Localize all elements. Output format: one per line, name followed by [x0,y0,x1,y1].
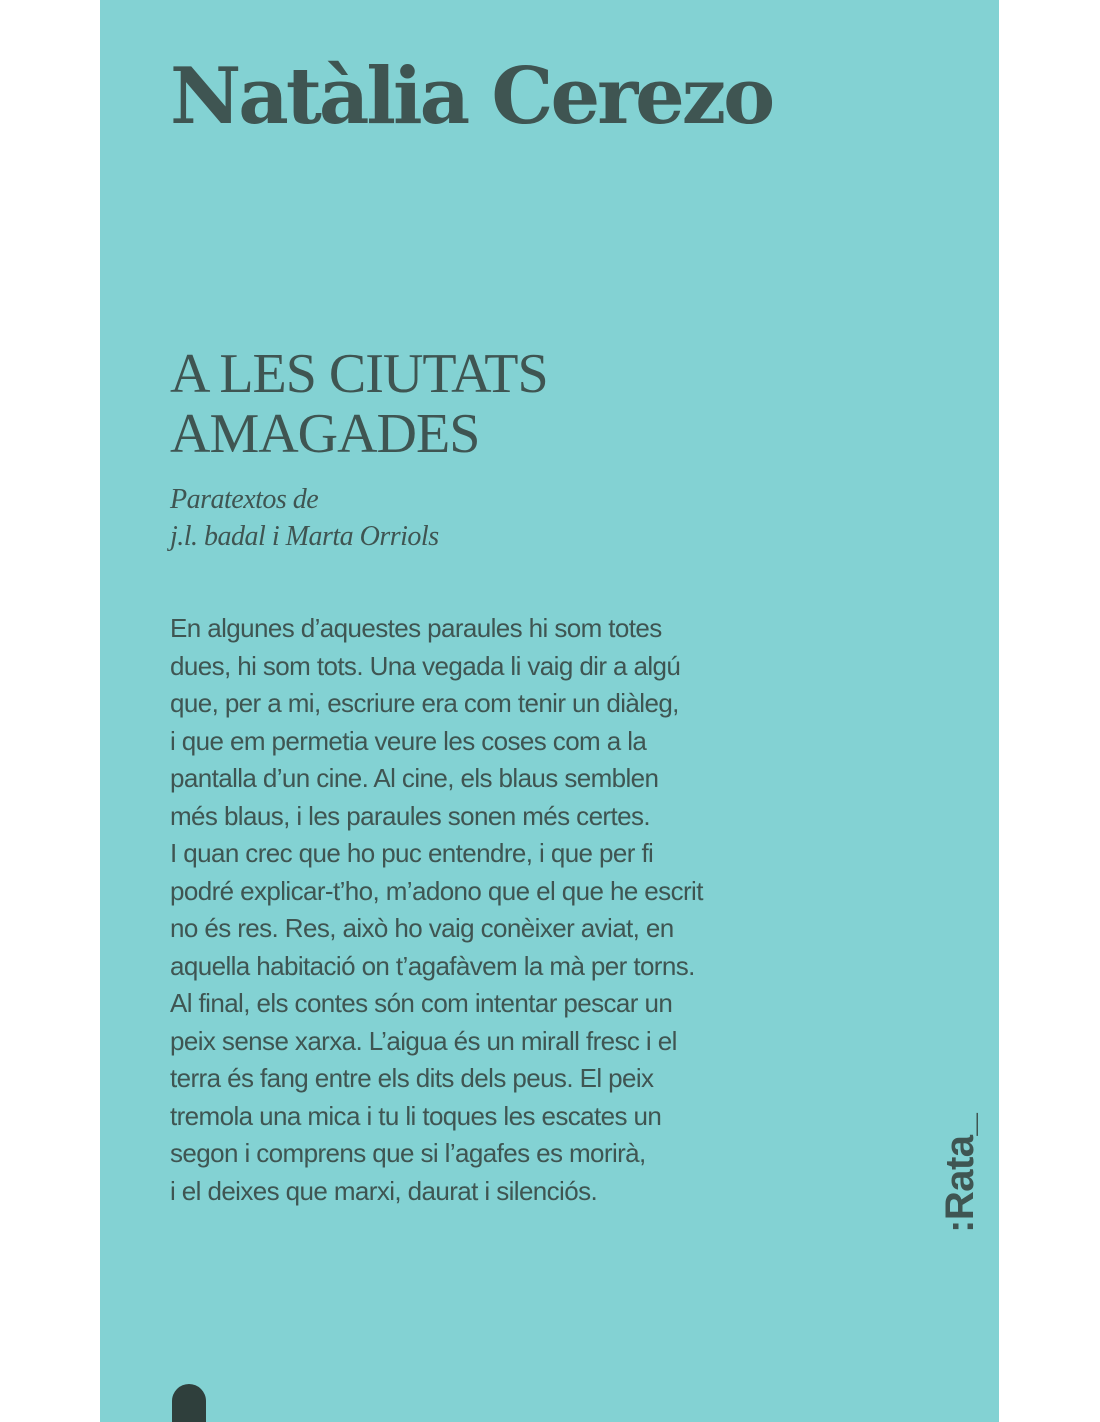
book-cover [100,0,999,1422]
paratexts-line-1: Paratextos de [170,484,319,515]
author-name: Natàlia Cerezo [170,51,773,142]
blurb-line: dues, hi som tots. Una vegada li vaig dir a algú [170,650,681,681]
blurb-line: i el deixes que marxi, daurat i silenciós. [170,1175,598,1206]
blurb-line: terra és fang entre els dits dels peus. El peix [170,1063,654,1093]
publisher-mark-icon [172,1384,206,1422]
blurb-line: I quan crec que ho puc entendre, i que per fi [170,838,654,868]
publisher-logo: :Rata_ [938,1113,982,1233]
blurb-line: i que em permetia veure les coses com a la [170,725,647,756]
paratexts-credit [170,481,439,555]
blurb-line: segon i comprens que si l’agafes es morirà, [170,1138,646,1168]
blurb-line: podré explicar-t’ho, m’adono que el que he escrit [170,875,703,906]
blurb-line: que, per a mi, escriure era com tenir un diàleg, [170,688,679,718]
blurb-line: tremola una mica i tu li toques les escates un [170,1100,662,1131]
blurb-line: aquella habitació on t’agafàvem la mà per torns. [170,950,695,981]
blurb-line: peix sense xarxa. L’aigua és un mirall fresc i el [170,1025,677,1056]
paratexts-line-2: j.l. badal i Marta Orriols [170,521,439,552]
blurb-line: Al final, els contes són com intentar pescar un [170,988,673,1018]
book-title-line-2: AMAGADES [170,403,480,465]
blurb-line: En algunes d’aquestes paraules hi som totes [170,613,662,643]
blurb-line: més blaus, i les paraules sonen més certes. [170,800,650,831]
book-title [170,344,548,464]
blurb-line: no és res. Res, això ho vaig conèixer aviat, en [170,913,674,943]
book-title-line-1: A LES CIUTATS [170,343,548,405]
blurb-line: pantalla d’un cine. Al cine, els blaus semblen [170,763,659,793]
blurb-text [170,610,703,1210]
